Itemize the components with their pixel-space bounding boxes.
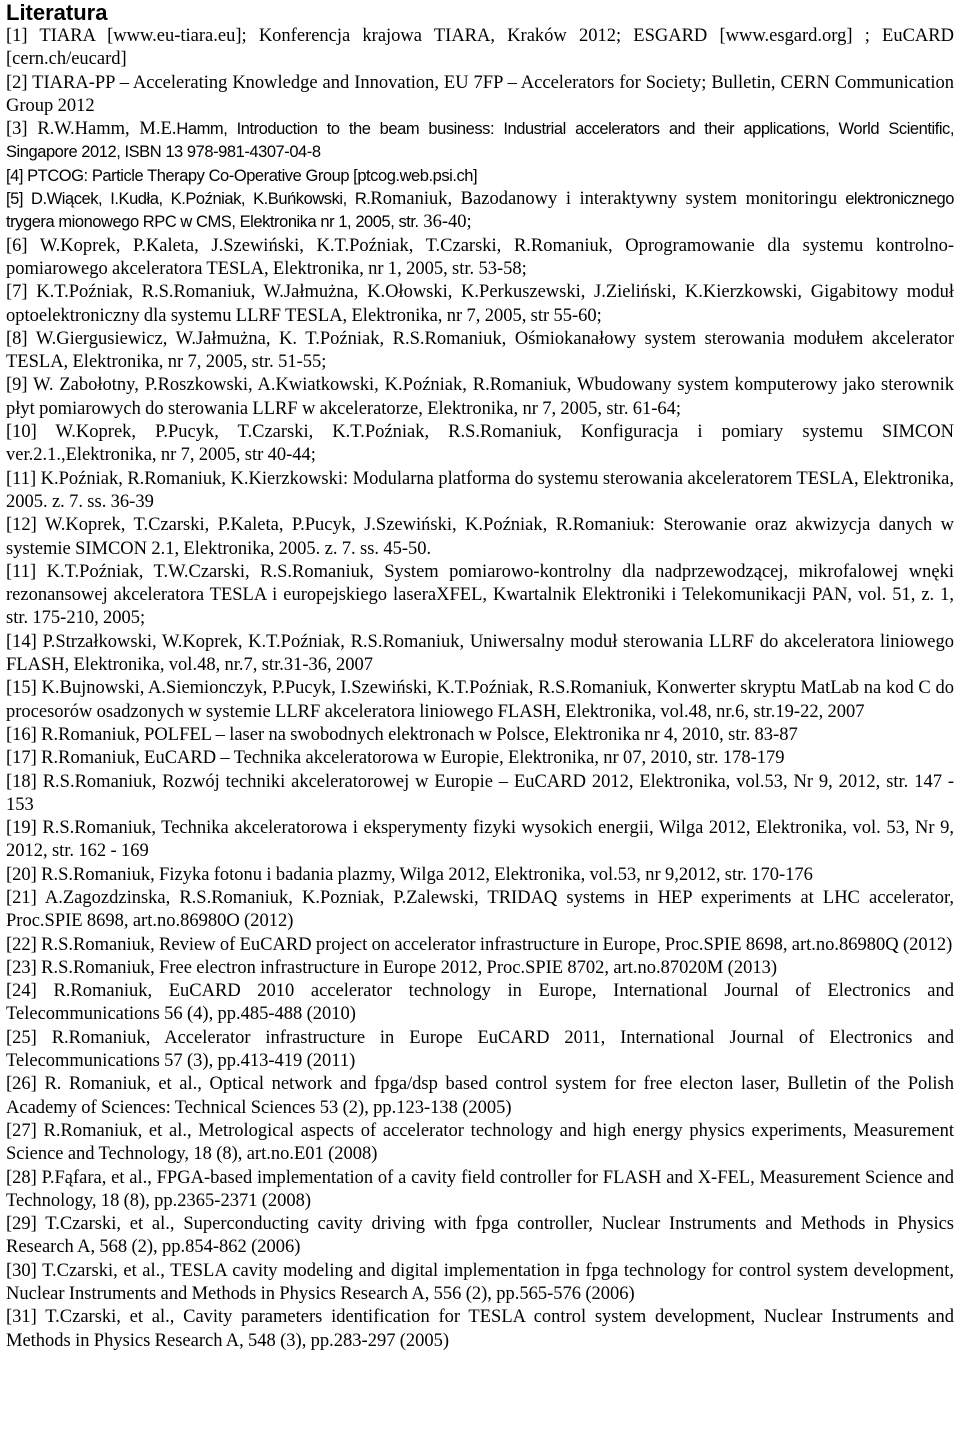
reference-9: [9] W. Zabołotny, P.Roszkowski, A.Kwiatkowski, K.Poźniak, R.Romaniuk, Wbudowany system komputerowy jako sterownik płyt pomiarowych do sterowania LLRF w akceleratorze, Elektronika, nr 7, 2005, str. 61-64; [6, 375, 954, 419]
reference-31: [31] T.Czarski, et al., Cavity parameters identification for TESLA control system development, Nuclear Instruments and Methods in Physics Research A, 548 (3), pp.283-297 (2005) [6, 1307, 954, 1351]
reference-24: [24] R.Romaniuk, EuCARD 2010 accelerator technology in Europe, International Journal of Electronics and Telecommunications 56 (4), pp.485-488 (2010) [6, 981, 954, 1025]
reference-5-serif-part-a: Romaniuk, Bazodanowy i interaktywny system monitoringu [370, 189, 838, 210]
reference-27: [27] R.Romaniuk, et al., Metrological aspects of accelerator technology and high energy physics experiments, Measurement Science and Technology, 18 (8), art.no.E01 (2008) [6, 1120, 954, 1165]
reference-12: [12] W.Koprek, T.Czarski, P.Kaleta, P.Pucyk, J.Szewiński, K.Poźniak, R.Romaniuk: Sterowanie oraz akwizycja danych w systemie SIMCON 2.1, Elektronika, 2005. z. 7. ss. 45-50. [6, 515, 954, 559]
reference-5-serif-part-b: 36-40; [418, 212, 472, 233]
reference-5-sans-part-b: elektronicznego trygera mionowego RPC w CMS, Elektronika nr 1, 2005, str. [6, 190, 955, 232]
reference-1: [1] TIARA [www.eu-tiara.eu]; Konferencja krajowa TIARA, Kraków 2012; ESGARD [www.esgard.org] ; EuCARD [cern.ch/eucard] [6, 26, 954, 70]
reference-22: [22] R.S.Romaniuk, Review of EuCARD project on accelerator infrastructure in Europe, Proc.SPIE 8698, art.no.86980Q (2012) [6, 934, 953, 955]
reference-18: [18] R.S.Romaniuk, Rozwój techniki akceleratorowej w Europie – EuCARD 2012, Elektronika, vol.53, Nr 9, 2012, str. 147 - 153 [6, 771, 954, 815]
reference-26: [26] R. Romaniuk, et al., Optical network and fpga/dsp based control system for free electon laser, Bulletin of the Polish Academy of Sciences: Technical Sciences 53 (2), pp.123-138 (2005) [6, 1074, 954, 1118]
reference-20: [20] R.S.Romaniuk, Fizyka fotonu i badania plazmy, Wilga 2012, Elektronika, vol.53, nr 9,2012, str. 170-176 [6, 864, 813, 885]
reference-6-part-c: kontrolno-pomiarowego akceleratora TESLA, Elektronika, nr 1, 2005, str. [6, 235, 954, 279]
reference-11: [11] K.Poźniak, R.Romaniuk, K.Kierzkowski: Modularna platforma do systemu sterowania akceleratorem TESLA, Elektronika, 2005. z. 7. ss. 36-39 [6, 468, 954, 512]
reference-17: [17] R.Romaniuk, EuCARD – Technika akceleratorowa w Europie, Elektronika, nr 07, 2010, str. 178-179 [6, 748, 785, 769]
reference-10: [10] W.Koprek, P.Pucyk, T.Czarski, K.T.Poźniak, R.S.Romaniuk, Konfiguracja i pomiary systemu SIMCON ver.2.1.,Elektronika, nr 7, 2005, str 40-44; [6, 422, 954, 466]
reference-14: [14] P.Strzałkowski, W.Koprek, K.T.Poźniak, R.S.Romaniuk, Uniwersalny moduł sterowania LLRF do akceleratora liniowego FLASH, Elektronika, vol.48, nr.7, str.31-36, 2007 [6, 631, 954, 676]
reference-7: [7] K.T.Poźniak, R.S.Romaniuk, W.Jałmużna, K.Ołowski, K.Perkuszewski, J.Zieliński, K.Kierzkowski, Gigabitowy moduł optoelektroniczny dla systemu LLRF TESLA, Elektronika, nr 7, 2005, str 55-60; [6, 282, 954, 326]
reference-3-serif-part: [3] R.W.Hamm, M.E. [6, 119, 177, 140]
reference-25: [25] R.Romaniuk, Accelerator infrastructure in Europe EuCARD 2011, International Journal of Electronics and Telecommunications 57 (3), pp.413-419 (2011) [6, 1027, 954, 1072]
reference-6-part-d: 53-58; [474, 258, 527, 279]
reference-5-sans-part-a: [5] D.Wiącek, I.Kudła, K.Poźniak, K.Buńkowski, R. [6, 190, 371, 209]
reference-21: [21] A.Zagozdzinska, R.S.Romaniuk, K.Pozniak, P.Zalewski, TRIDAQ systems in HEP experiments at LHC accelerator, Proc.SPIE 8698, art.no.86980O (2012) [6, 887, 954, 932]
reference-28: [28] P.Fąfara, et al., FPGA-based implementation of a cavity field controller for FLASH and X-FEL, Measurement Science and Technology, 18 (8), pp.2365-2371 (2008) [6, 1167, 954, 1211]
reference-6-part-a: [6] W.Koprek, P.Kaleta, J.Szewiński, K.T.Poźniak, T.Czarski, R. [6, 235, 531, 256]
reference-30: [30] T.Czarski, et al., TESLA cavity modeling and digital implementation in fpga technology for control system development, Nuclear Instruments and Methods in Physics Research A, 556 (2), pp.565-576 (2006) [6, 1260, 954, 1305]
reference-6-part-b: Romaniuk, Oprogramowanie dla systemu [530, 235, 864, 256]
reference-4: [4] PTCOG: Particle Therapy Co-Operative Group [ptcog.web.psi.ch] [6, 166, 478, 185]
reference-2: [2] TIARA-PP – Accelerating Knowledge and Innovation, EU 7FP – Accelerators for Society; Bulletin, CERN Communication Group 2012 [6, 72, 954, 116]
page-title: Literatura [6, 0, 108, 25]
reference-23: [23] R.S.Romaniuk, Free electron infrastructure in Europe 2012, Proc.SPIE 8702, art.no.87020M (2013) [6, 957, 777, 978]
reference-15: [15] K.Bujnowski, A.Siemionczyk, P.Pucyk, I.Szewiński, K.T.Poźniak, R.S.Romaniuk, Konwerter skryptu MatLab na kod C do procesorów osadzonych w systemie LLRF akceleratora liniowego FLASH, Elektronika, vol.48, nr.6, str.19-22, 2007 [6, 678, 954, 722]
reference-16: [16] R.Romaniuk, POLFEL – laser na swobodnych elektronach w Polsce, Elektronika nr 4, 2010, str. 83-87 [6, 724, 798, 745]
reference-5 [6, 188, 954, 235]
reference-8: [8] W.Giergusiewicz, W.Jałmużna, K. T.Poźniak, R.S.Romaniuk, Ośmiokanałowy system sterowania modułem akcelerator TESLA, Elektronika, nr 7, 2005, str. 51-55; [6, 328, 954, 373]
reference-3 [6, 118, 954, 165]
reference-3-sans-part: Hamm, Introduction to the beam business: Industrial accelerators and their applications, World Scientific, Singapore 2012, ISBN 13 978-981-4307-04-8 [6, 120, 954, 162]
reference-29: [29] T.Czarski, et al., Superconducting cavity driving with fpga controller, Nuclear Instruments and Methods in Physics Research A, 568 (2), pp.854-862 (2006) [6, 1214, 954, 1258]
reference-6 [6, 235, 954, 282]
reference-19: [19] R.S.Romaniuk, Technika akceleratorowa i eksperymenty fizyki wysokich energii, Wilga 2012, Elektronika, vol. 53, Nr 9, 2012, str. 162 - 169 [6, 818, 954, 862]
reference-13: [11] K.T.Poźniak, T.W.Czarski, R.S.Romaniuk, System pomiarowo-kontrolny dla nadprzewodzącej, mikrofalowej wnęki rezonansowej akceleratora TESLA i europejskiego laseraXFEL, Kwartalnik Elektroniki i Telekomunikacji PAN, vol. 51, z. 1, str. 175-210, 2005; [6, 561, 954, 629]
